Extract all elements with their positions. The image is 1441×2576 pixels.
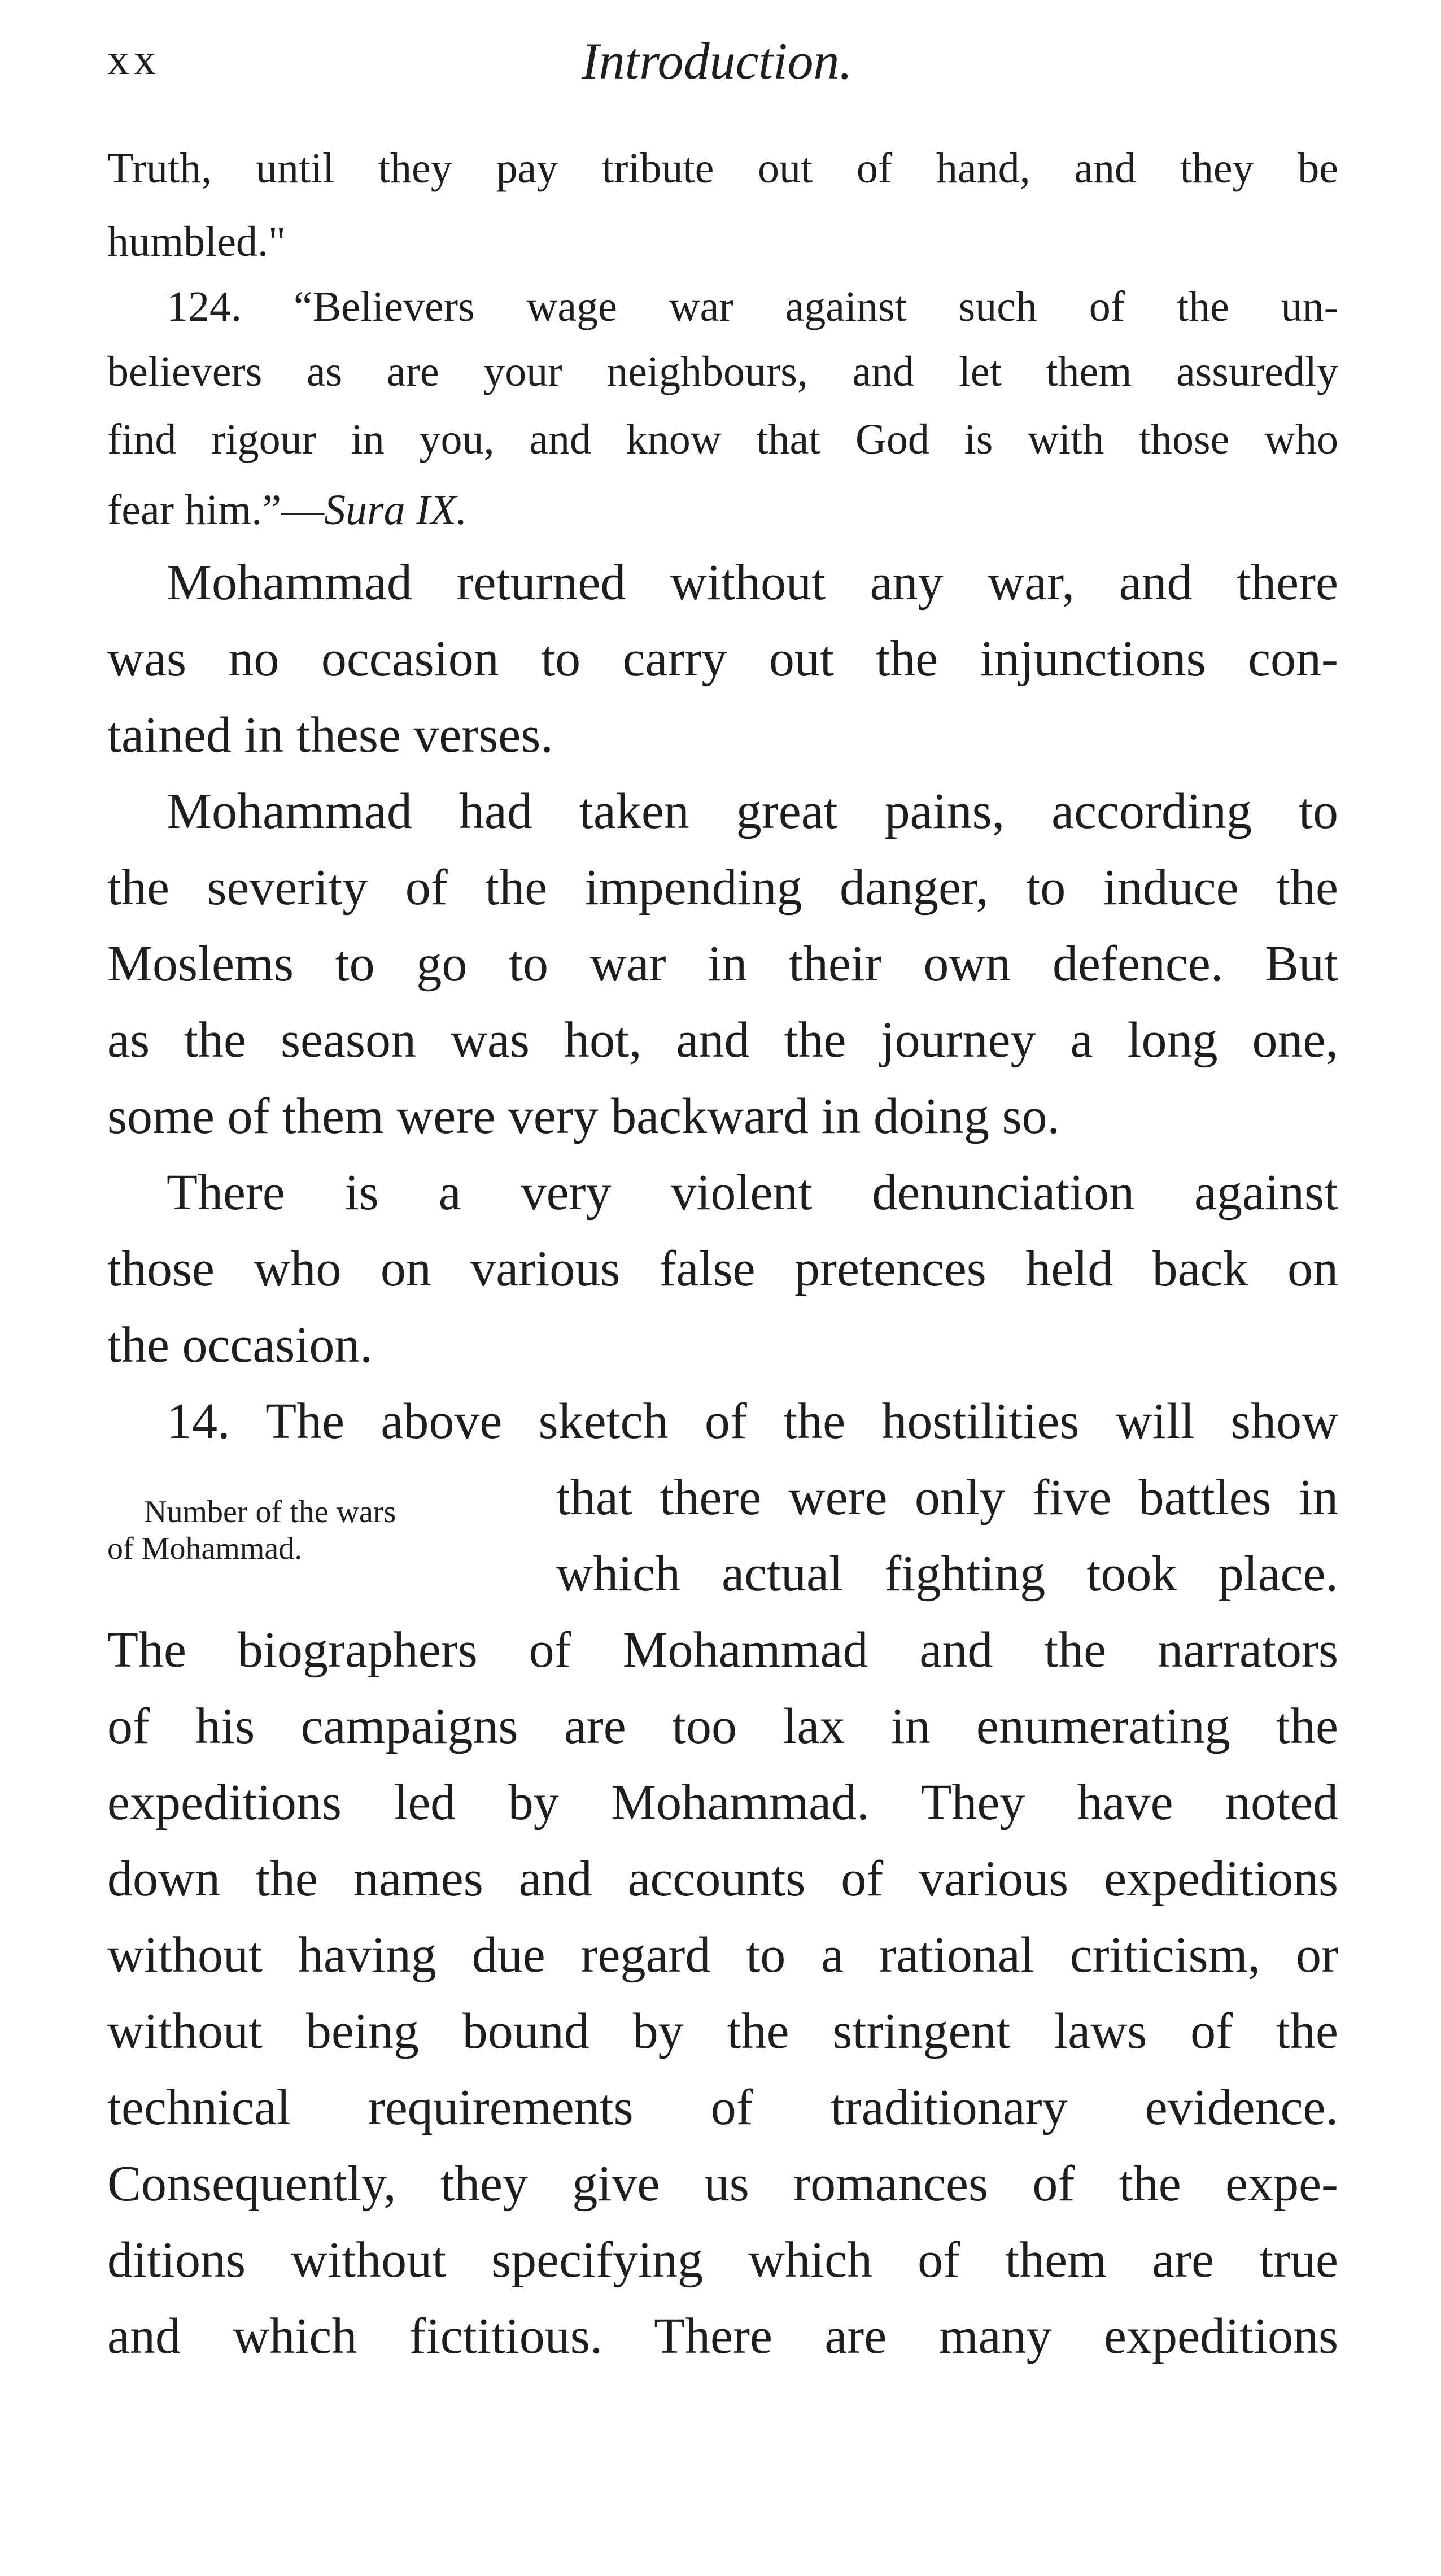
verse-line (107, 486, 1338, 535)
paragraph-line: those who on various false pretences held back on (107, 1241, 1338, 1297)
paragraph-line: which actual fighting took place. (556, 1546, 1338, 1602)
paragraph-line: Moslems to go to war in their own defence. But (107, 936, 1338, 992)
paragraph-line: some of them were very backward in doing so. (107, 1088, 1060, 1144)
margin-note: Number of the wars (144, 1494, 396, 1529)
paragraph-line: and which fictitious. There are many expeditions (107, 2308, 1338, 2364)
paragraph-line: was no occasion to carry out the injunctions con- (107, 631, 1338, 687)
quote-line: humbled." (107, 218, 286, 265)
paragraph-line: the severity of the impending danger, to induce the (107, 860, 1338, 916)
paragraph-line: without having due regard to a rational criticism, or (107, 1927, 1338, 1983)
page-number: xx (107, 34, 160, 84)
verse-source: Sura IX. (324, 486, 468, 534)
verse-text: fear him.”— (107, 486, 325, 534)
section-14-heading-line: 14. The above sketch of the hostilities will show (167, 1393, 1338, 1449)
paragraph-line: that there were only five battles in (556, 1470, 1338, 1525)
paragraph-line: Mohammad returned without any war, and there (167, 555, 1338, 611)
paragraph-line: tained in these verses. (107, 707, 553, 763)
paragraph-line: down the names and accounts of various expeditions (107, 1851, 1338, 1907)
paragraph-line: technical requirements of traditionary evidence. (107, 2080, 1338, 2135)
verse-line: believers as are your neighbours, and let them assuredly (107, 348, 1338, 395)
paragraph-line: the occasion. (107, 1317, 373, 1373)
paragraph-line: expeditions led by Mohammad. They have noted (107, 1775, 1338, 1830)
margin-note: of Mohammad. (107, 1531, 303, 1566)
quote-line: Truth, until they pay tribute out of hand, and they be (107, 145, 1338, 192)
paragraph-line: The biographers of Mohammad and the narrators (107, 1622, 1338, 1678)
paragraph-line: ditions without specifying which of them are true (107, 2232, 1338, 2288)
paragraph-line: Mohammad had taken great pains, according to (167, 783, 1338, 839)
verse-line: find rigour in you, and know that God is with those who (107, 416, 1338, 463)
paragraph-line: Consequently, they give us romances of the expe- (107, 2156, 1338, 2212)
verse-line: 124. “Believers wage war against such of the un- (167, 283, 1338, 330)
paragraph-line: as the season was hot, and the journey a long one, (107, 1012, 1338, 1068)
running-title: Introduction. (582, 32, 853, 90)
paragraph-line: There is a very violent denunciation against (167, 1165, 1338, 1221)
paragraph-line: without being bound by the stringent laws of the (107, 2003, 1338, 2059)
paragraph-line: of his campaigns are too lax in enumerating the (107, 1698, 1338, 1754)
